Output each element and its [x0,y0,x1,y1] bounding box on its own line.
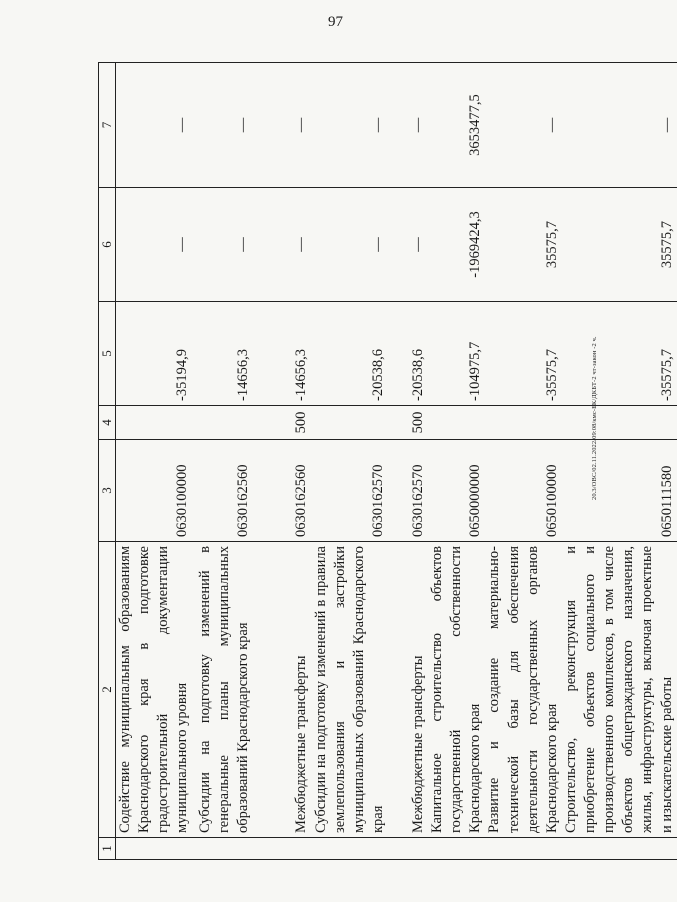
table-row [312,63,389,860]
row-value-7: — [312,63,389,188]
row-name: Межбюджетные трансферты [388,542,428,838]
row-value-5: -20538,6 [312,302,389,406]
row-value-7: 3653477,5 [428,63,485,188]
footer-code-text: 20.3/ОВС/02.11.2022/09:08/кмс-БК/ДКБТ-2 чт-закон -2 ч. [591,336,598,500]
header-row [99,63,116,860]
row-type [193,406,254,440]
row-name: Строительство, реконструкция и приобретение объектов социального и производственного комплексов, в том числе объектов общегражданского назначения, жилья, инфраструктуры, включая проектные и изыскательские работы [562,542,677,838]
table-row [485,63,562,860]
row-value-5: -35575,7 [485,302,562,406]
table-row [428,63,485,860]
row-value-5: -104975,7 [428,302,485,406]
row-value-6: — [312,188,389,302]
page-number: 97 [328,14,343,30]
row-type: 500 [388,406,428,440]
table-row [388,63,428,860]
row-value-5: -20538,6 [388,302,428,406]
row-type [428,406,485,440]
row-code: 0630162570 [388,440,428,542]
row-code: 0630100000 [116,440,193,542]
column-header: 3 [99,440,116,542]
table-row [254,63,312,860]
row-code: 0650100000 [485,440,562,542]
row-name: Содействие муниципальным образованиям Краснодарского края в подготовке градостроительной документации муниципального уровня [116,542,193,838]
row-name: Субсидии на подготовку изменений в правила землепользования и застройки муниципальных образований Краснодарского края [312,542,389,838]
column-header: 6 [99,188,116,302]
row-value-6: — [388,188,428,302]
row-index-cell [428,838,485,860]
row-value-7: — [485,63,562,188]
row-value-5: -14656,3 [254,302,312,406]
row-value-6: -1969424,3 [428,188,485,302]
row-value-7: — [193,63,254,188]
row-type [312,406,389,440]
table-row [193,63,254,860]
column-header: 2 [99,542,116,838]
row-index-cell [388,838,428,860]
row-type: 500 [254,406,312,440]
row-code: 0650000000 [428,440,485,542]
row-value-7: — [254,63,312,188]
row-value-7: — [562,63,677,188]
row-index-cell [254,838,312,860]
row-index-cell [193,838,254,860]
row-code: 0630162560 [254,440,312,542]
row-name: Субсидии на подготовку изменений в генеральные планы муниципальных образований Краснодарского края [193,542,254,838]
row-name: Капитальное строительство объектов государственной собственности Краснодарского края [428,542,485,838]
row-value-6: — [116,188,193,302]
column-header: 4 [99,406,116,440]
table-row [562,63,677,860]
row-code: 0630162560 [193,440,254,542]
row-value-7: — [116,63,193,188]
table-row [116,63,193,860]
row-type [562,406,677,440]
row-index-cell [116,838,193,860]
row-name: Развитие и создание материально-технической базы для обеспечения деятельности государственных органов Краснодарского края [485,542,562,838]
row-value-6: — [193,188,254,302]
row-code: 0630162570 [312,440,389,542]
row-code: 0650111580 [562,440,677,542]
budget-table [98,62,677,860]
column-header: 7 [99,63,116,188]
row-name: Межбюджетные трансферты [254,542,312,838]
row-value-6: 35575,7 [485,188,562,302]
row-index-cell [485,838,562,860]
row-value-6: — [254,188,312,302]
column-header: 1 [99,838,116,860]
row-value-6: 35575,7 [562,188,677,302]
row-index-cell [562,838,677,860]
row-value-5: -35575,7 [562,302,677,406]
row-index-cell [312,838,389,860]
row-type [485,406,562,440]
row-value-5: -14656,3 [193,302,254,406]
row-value-5: -35194,9 [116,302,193,406]
row-type [116,406,193,440]
column-header: 5 [99,302,116,406]
row-value-7: — [388,63,428,188]
